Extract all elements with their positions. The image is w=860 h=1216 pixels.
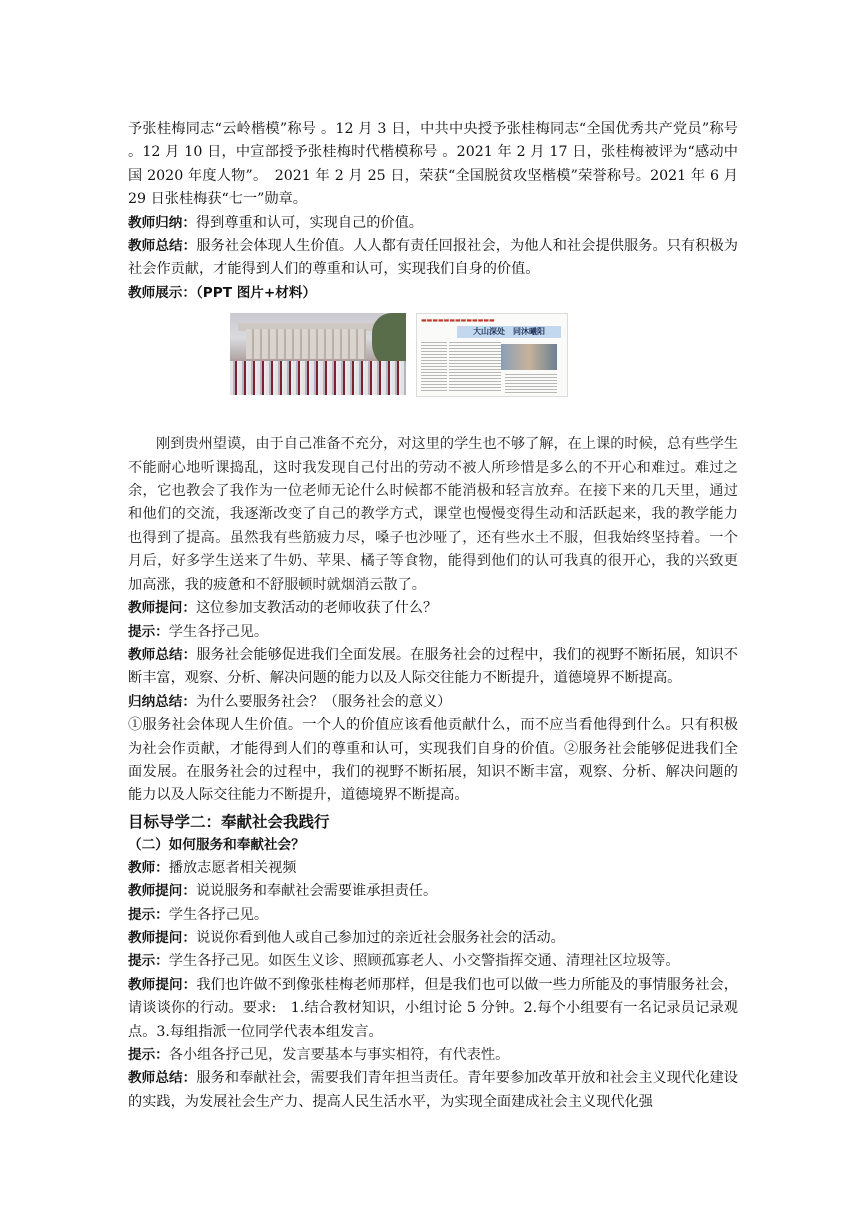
- teacher-summary-2: [128, 644, 738, 691]
- label: 教师提问：: [128, 883, 196, 900]
- label: 教师提问：: [128, 929, 196, 946]
- newspaper-masthead-icon: ▬▬▬▬▬▬▬▬▬▬▬▬▬: [421, 317, 495, 325]
- hint-1: [128, 621, 738, 644]
- label: 教师：: [128, 859, 169, 876]
- teacher-activity: [128, 857, 738, 880]
- text: 学生各抒己见。: [168, 906, 269, 923]
- text: 各小组各抒己见，发言要基本与事实相符，有代表性。: [168, 1047, 510, 1063]
- newspaper-title: 大山深处 同沐曦阳: [473, 327, 545, 337]
- text: 服务和奉献社会，需要我们青年担当责任。青年要参加改革开放和社会主义现代化建设的实践，为发展社会生产力、提高人民生活水平，为实现全面建成社会主义现代化强: [128, 1070, 738, 1110]
- school-photo: [230, 313, 406, 395]
- teacher-display: [128, 282, 738, 305]
- label: 提示：: [128, 623, 169, 640]
- text: 这位参加支教活动的老师收获了什么？: [195, 600, 438, 617]
- text: ①服务社会体现人生价值。一个人的价值应该看他贡献什么，而不应当看他得到什么。只有积极为社会作贡献，才能得到人们的尊重和认可，实现我们自身的价值。②服务社会能够促进我们全面发展。在服务社会的过程中，我们的视野不断拓展，知识不断丰富，观察、分析、解决问题的能力以及人际交往能力不断提升，道德境界不断提高。: [128, 717, 738, 804]
- label: 提示：: [128, 953, 169, 970]
- label: 归纳总结：: [128, 693, 196, 710]
- label: 提示：: [128, 1047, 169, 1063]
- teacher-question-1: [128, 597, 738, 620]
- teacher-summary-1: [128, 235, 738, 282]
- label: 教师总结：: [128, 238, 197, 255]
- text: 播放志愿者相关视频: [168, 859, 297, 876]
- hint-2: [128, 904, 738, 927]
- conclusion-body: [128, 714, 738, 808]
- text: 说说服务和奉献社会需要谁承担责任。: [195, 883, 438, 900]
- newspaper-title-banner: [457, 326, 561, 338]
- subsection-heading: （二）如何服务和奉献社会？: [128, 836, 305, 853]
- award-text: 予张桂梅同志“云岭楷模”称号 。12 月 3 日，中共中央授予张桂梅同志“全国优秀共产党员”称号 。12 月 10 日，中宣部授予张桂梅时代楷模称号 。2021 年 2 月 17 日，张桂梅被评为“感动中国 2020 年度人物”。 2021 年 2 月 25 日，荣获“全国脱贫攻坚楷模”荣誉称号。2021 年 6 月 29 日张桂梅获“七一”勋章。: [128, 121, 738, 208]
- text: 学生各抒己见。如医生义诊、照顾孤寡老人、小交警指挥交通、清理社区垃圾等。: [168, 953, 680, 970]
- text: 我们也许做不到像张桂梅老师那样，但是我们也可以做一些力所能及的事情服务社会，请谈谈你的行动。要求: 1.结合教材知识，小组讨论 5 分钟。2.每个小组要有一名记录员记录观点。3.每组指派一位同学代表本组发言。: [128, 976, 738, 1040]
- teacher-question-3: [128, 927, 738, 950]
- text: 服务社会能够促进我们全面发展。在服务社会的过程中，我们的视野不断拓展，知识不断丰富，观察、分析、解决问题的能力以及人际交往能力不断提升，道德境界不断提高。: [128, 646, 738, 687]
- teacher-question-4: [128, 974, 738, 1044]
- label: 教师总结：: [128, 1070, 197, 1087]
- teacher-summary-3: [128, 1067, 738, 1114]
- hint-3: [128, 950, 738, 973]
- image-row: [128, 313, 738, 431]
- label: 教师提问：: [128, 976, 197, 993]
- lesson-content: [128, 118, 738, 1114]
- conclusion-heading: [128, 691, 738, 714]
- text: 服务社会体现人生价值。人人都有责任回报社会，为他人和社会提供服务。只有积极为社会作贡献，才能得到人们的尊重和认可，实现我们自身的价值。: [128, 238, 738, 278]
- teacher-induction: [128, 212, 738, 235]
- text: 学生各抒己见。: [168, 623, 269, 640]
- label: 提示：: [128, 906, 169, 923]
- teacher-question-2: [128, 880, 738, 903]
- newspaper-clipping: [416, 313, 568, 397]
- label: 教师归纳：: [128, 214, 196, 231]
- award-paragraph: [128, 118, 738, 212]
- label: 教师总结：: [128, 646, 197, 663]
- volunteer-story: [128, 433, 738, 597]
- section-heading: 目标导学二：奉献社会我践行: [128, 812, 330, 831]
- hint-4: [128, 1044, 738, 1067]
- label: 教师展示：: [128, 284, 196, 301]
- newspaper-photo: [501, 344, 557, 370]
- text: 为什么要服务社会？（服务社会的意义）: [195, 693, 452, 710]
- label: 教师提问：: [128, 600, 196, 617]
- text: 得到尊重和认可，实现自己的价值。: [195, 214, 423, 231]
- text: （PPT 图片+材料）: [195, 284, 317, 301]
- text: 说说你看到他人或自己参加过的亲近社会服务社会的活动。: [195, 929, 565, 946]
- story-text: 刚到贵州望谟，由于自己准备不充分，对这里的学生也不够了解，在上课的时候，总有些学生不能耐心地听课捣乱，这时我发现自己付出的劳动不被人所珍惜是多么的不开心和难过。难过之余，它也教会了我作为一位老师无论什么时候都不能消极和轻言放弃。在接下来的几天里，通过和他们的交流，我逐渐改变了自己的教学方式，课堂也慢慢变得生动和活跃起来，我的教学能力也得到了提高。虽然我有些筋疲力尽，嗓子也沙哑了，还有些水土不服，但我始终坚持着。一个月后，好多学生送来了牛奶、苹果、橘子等食物，能得到他们的认可我真的很开心，我的兴致更加高涨，我的疲惫和不舒服顿时就烟消云散了。: [128, 436, 738, 593]
